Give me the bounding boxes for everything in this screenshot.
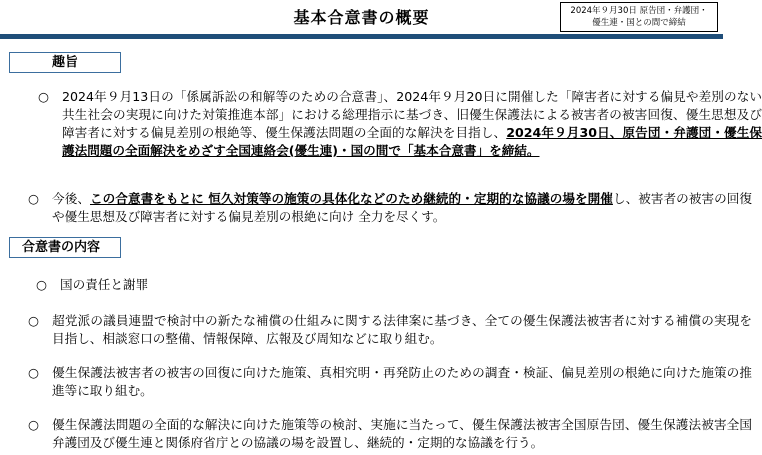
bullet-icon: ○ xyxy=(28,417,39,432)
bullet-icon: ○ xyxy=(36,277,47,292)
purpose-paragraph-1 xyxy=(18,88,762,160)
purpose-p2-emphasis: この合意書をもとに 恒久対策等の施策の具体化などのため継続的・定期的な協議の場を開催 xyxy=(90,191,613,206)
date-note-line1: 2024年９月30日 原告団・弁護団・ xyxy=(570,6,708,16)
header-divider xyxy=(0,34,723,39)
contents-item-text: 超党派の議員連盟で検討中の新たな補償の仕組みに関する法律案に基づき、全ての優生保護法被害者に対する補償の実現を目指し、相談窓口の整備、情報保障、広報及び周知などに取り組む。 xyxy=(52,313,752,346)
contents-item xyxy=(18,416,752,452)
contents-item-text: 優生保護法被害者の被害の回復に向けた施策、真相究明・再発防止のための調査・検証、偏見差別の根絶に向けた施策の推進等に取り組む。 xyxy=(52,365,753,398)
contents-item xyxy=(18,364,752,400)
date-note-line2: 優生連・国との間で締結 xyxy=(592,18,686,28)
purpose-p2-text-b: し、被害者の被害の回復や優生思想及び障害者に対する偏見差別の根絶に向け 全力を尽くす。 xyxy=(52,191,753,224)
purpose-p1-text: 2024年９月13日の「係属訴訟の和解等のための合意書」、2024年９月20日に開催した「障害者に対する偏見や差別のない共生社会の実現に向けた対策推進本部」における総理指示に基づき、旧優生保護法による被害者の被害回復、優生思想及び障害者に対する偏見差別の根絶等、優生保護法問題の全面的な解決を目指し、 xyxy=(62,89,762,140)
contents-item xyxy=(18,276,760,294)
bullet-icon: ○ xyxy=(28,191,39,206)
contents-item-text: 優生保護法問題の全面的な解決に向けた施策等の検討、実施に当たって、優生保護法被害全国原告団、優生保護法被害全国弁護団及び優生連と関係府省庁との協議の場を設置し、継続的・定期的な協議を行う。 xyxy=(52,417,752,450)
contents-item-text: 国の責任と謝罪 xyxy=(60,277,149,292)
purpose-paragraph-2 xyxy=(18,190,752,226)
bullet-icon: ○ xyxy=(28,365,39,380)
section-label-purpose: 趣旨 xyxy=(9,52,121,73)
purpose-p2-text-a: 今後、 xyxy=(52,191,90,206)
bullet-icon: ○ xyxy=(28,313,39,328)
section-label-contents: 合意書の内容 xyxy=(9,237,121,258)
contents-item xyxy=(18,312,752,348)
page-title: 基本合意書の概要 xyxy=(293,8,430,27)
purpose-p1-emphasis: 2024年９月30日、原告団・弁護団・優生保護法問題の全面解決をめざす全国連絡会(優生連)・国の間で「基本合意書」を締結。 xyxy=(62,125,762,158)
bullet-icon: ○ xyxy=(38,89,49,104)
date-note-box xyxy=(560,2,718,32)
